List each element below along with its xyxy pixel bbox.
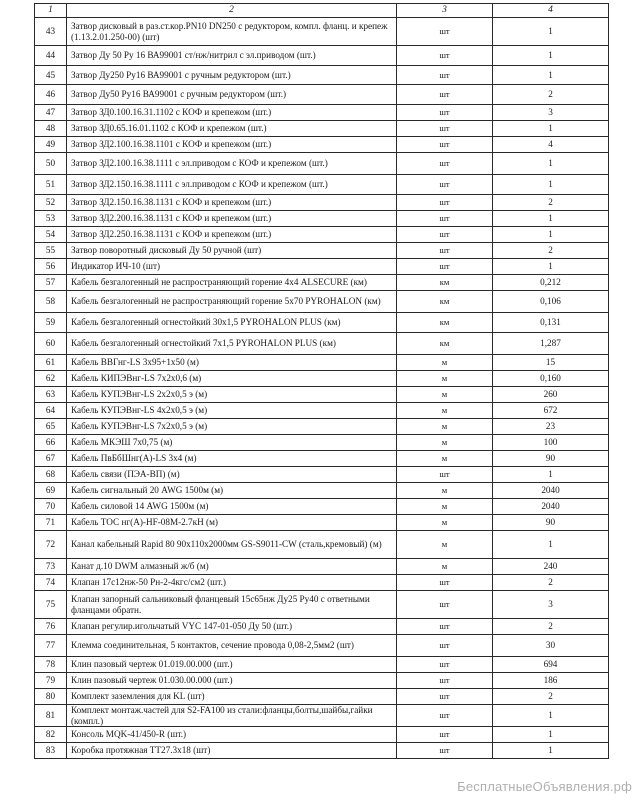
- table-row: [35, 355, 609, 371]
- quantity-cell: 0,131: [493, 313, 609, 333]
- item-name: Кабель ВВГнг-LS 3х95+1х50 (м): [67, 355, 397, 371]
- row-number: 62: [35, 371, 67, 387]
- table-row: [35, 227, 609, 243]
- item-name: Кабель МКЭШ 7х0,75 (м): [67, 435, 397, 451]
- unit-cell: м: [397, 387, 493, 403]
- quantity-cell: 1,287: [493, 333, 609, 355]
- unit-cell: м: [397, 451, 493, 467]
- item-name: Затвор ЗД2.100.16.38.1101 с КОФ и крепежом (шт.): [67, 137, 397, 153]
- table-row: [35, 153, 609, 175]
- row-number: 46: [35, 85, 67, 105]
- unit-cell: шт: [397, 211, 493, 227]
- row-number: 53: [35, 211, 67, 227]
- unit-cell: шт: [397, 467, 493, 483]
- row-number: 47: [35, 105, 67, 121]
- quantity-cell: 694: [493, 657, 609, 673]
- quantity-cell: 1: [493, 121, 609, 137]
- item-name: Затвор ЗД2.150.16.38.1111 с эл.приводом с КОФ и крепежом (шт.): [67, 175, 397, 195]
- row-number: 60: [35, 333, 67, 355]
- row-number: 52: [35, 195, 67, 211]
- unit-cell: шт: [397, 619, 493, 635]
- table-row: [35, 243, 609, 259]
- item-name: Клапан 17с12нж-50 Рн-2-4кгс/см2 (шт.): [67, 575, 397, 591]
- table-row: [35, 635, 609, 657]
- item-name: Затвор ЗД2.200.16.38.1131 с КОФ и крепежом (шт.): [67, 211, 397, 227]
- unit-cell: м: [397, 419, 493, 435]
- item-name: Кабель КУПЭВнг-LS 7х2х0,5 э (м): [67, 419, 397, 435]
- unit-cell: м: [397, 403, 493, 419]
- unit-cell: м: [397, 371, 493, 387]
- quantity-cell: 100: [493, 435, 609, 451]
- row-number: 50: [35, 153, 67, 175]
- row-number: 77: [35, 635, 67, 657]
- table-row: [35, 689, 609, 705]
- row-number: 74: [35, 575, 67, 591]
- row-number: 63: [35, 387, 67, 403]
- table-row: [35, 387, 609, 403]
- item-name: Кабель связи (ПЭА-ВП) (м): [67, 467, 397, 483]
- item-name: Клин пазовый чертеж 01.030.00.000 (шт.): [67, 673, 397, 689]
- row-number: 71: [35, 515, 67, 531]
- unit-cell: м: [397, 435, 493, 451]
- unit-cell: м: [397, 531, 493, 559]
- table-row: [35, 451, 609, 467]
- unit-cell: км: [397, 333, 493, 355]
- header-row: [35, 4, 609, 18]
- table-row: [35, 657, 609, 673]
- item-name: Кабель ТОС нг(А)-HF-08М-2.7кН (м): [67, 515, 397, 531]
- unit-cell: шт: [397, 46, 493, 66]
- quantity-cell: 3: [493, 591, 609, 619]
- row-number: 58: [35, 291, 67, 313]
- table-row: [35, 313, 609, 333]
- item-name: Кабель КУПЭВнг-LS 2х2х0,5 э (м): [67, 387, 397, 403]
- row-number: 64: [35, 403, 67, 419]
- quantity-cell: 4: [493, 137, 609, 153]
- table-row: [35, 333, 609, 355]
- row-number: 65: [35, 419, 67, 435]
- table-row: [35, 403, 609, 419]
- quantity-cell: 90: [493, 515, 609, 531]
- unit-cell: шт: [397, 153, 493, 175]
- table-row: [35, 705, 609, 727]
- row-number: 73: [35, 559, 67, 575]
- unit-cell: шт: [397, 18, 493, 46]
- item-name: Затвор Ду50 Ру16 ВА99001 с ручным редуктором (шт.): [67, 85, 397, 105]
- quantity-cell: 1: [493, 531, 609, 559]
- quantity-cell: 2: [493, 575, 609, 591]
- table-row: [35, 85, 609, 105]
- table-row: [35, 195, 609, 211]
- table-row: [35, 46, 609, 66]
- item-name: Затвор ЗД2.250.16.38.1131 с КОФ и крепежом (шт.): [67, 227, 397, 243]
- quantity-cell: 0,106: [493, 291, 609, 313]
- header-col-1: 1: [35, 4, 67, 18]
- row-number: 56: [35, 259, 67, 275]
- item-name: Затвор поворотный дисковый Ду 50 ручной (шт): [67, 243, 397, 259]
- table-row: [35, 275, 609, 291]
- unit-cell: км: [397, 275, 493, 291]
- quantity-cell: 1: [493, 153, 609, 175]
- row-number: 76: [35, 619, 67, 635]
- unit-cell: м: [397, 355, 493, 371]
- unit-cell: шт: [397, 657, 493, 673]
- item-name: Кабель силовой 14 AWG 1500м (м): [67, 499, 397, 515]
- quantity-cell: 0,212: [493, 275, 609, 291]
- row-number: 75: [35, 591, 67, 619]
- quantity-cell: 1: [493, 259, 609, 275]
- row-number: 54: [35, 227, 67, 243]
- unit-cell: шт: [397, 243, 493, 259]
- item-name: Клемма соединительная, 5 контактов, сечение провода 0,08-2,5мм2 (шт): [67, 635, 397, 657]
- table-row: [35, 419, 609, 435]
- row-number: 68: [35, 467, 67, 483]
- quantity-cell: 23: [493, 419, 609, 435]
- quantity-cell: 672: [493, 403, 609, 419]
- header-col-4: 4: [493, 4, 609, 18]
- row-number: 79: [35, 673, 67, 689]
- item-name: Кабель ПвБбШнг(А)-LS 3х4 (м): [67, 451, 397, 467]
- table-row: [35, 137, 609, 153]
- item-name: Кабель безгалогенный не распространяющий горение 5х70 PYROHALON (км): [67, 291, 397, 313]
- table-row: [35, 259, 609, 275]
- table-row: [35, 531, 609, 559]
- unit-cell: шт: [397, 66, 493, 85]
- row-number: 69: [35, 483, 67, 499]
- unit-cell: шт: [397, 575, 493, 591]
- row-number: 83: [35, 743, 67, 759]
- item-name: Кабель КИПЭВнг-LS 7х2х0,6 (м): [67, 371, 397, 387]
- item-name: Кабель безгалогенный огнестойкий 30х1,5 PYROHALON PLUS (км): [67, 313, 397, 333]
- unit-cell: шт: [397, 689, 493, 705]
- quantity-cell: 2: [493, 243, 609, 259]
- quantity-cell: 1: [493, 18, 609, 46]
- unit-cell: шт: [397, 227, 493, 243]
- quantity-cell: 1: [493, 705, 609, 727]
- unit-cell: шт: [397, 175, 493, 195]
- item-name: Индикатор ИЧ-10 (шт): [67, 259, 397, 275]
- item-name: Кабель безгалогенный не распространяющий горение 4х4 ALSECURE (км): [67, 275, 397, 291]
- table-row: [35, 291, 609, 313]
- item-name: Клин пазовый чертеж 01.019.00.000 (шт.): [67, 657, 397, 673]
- table-row: [35, 18, 609, 46]
- row-number: 44: [35, 46, 67, 66]
- table-row: [35, 483, 609, 499]
- item-name: Затвор ЗД2.150.16.38.1131 с КОФ и крепежом (шт.): [67, 195, 397, 211]
- unit-cell: шт: [397, 635, 493, 657]
- row-number: 81: [35, 705, 67, 727]
- quantity-cell: 1: [493, 175, 609, 195]
- item-name: Затвор ЗД0.65.16.01.1102 с КОФ и крепежом (шт.): [67, 121, 397, 137]
- item-name: Кабель сигнальный 20 AWG 1500м (м): [67, 483, 397, 499]
- header-col-2: 2: [67, 4, 397, 18]
- quantity-cell: 2040: [493, 483, 609, 499]
- table-row: [35, 105, 609, 121]
- unit-cell: м: [397, 559, 493, 575]
- row-number: 67: [35, 451, 67, 467]
- row-number: 70: [35, 499, 67, 515]
- specification-table: [34, 3, 609, 759]
- table-body: [35, 4, 609, 759]
- unit-cell: шт: [397, 259, 493, 275]
- table-row: [35, 575, 609, 591]
- unit-cell: м: [397, 515, 493, 531]
- table-row: [35, 515, 609, 531]
- quantity-cell: 3: [493, 105, 609, 121]
- table-row: [35, 66, 609, 85]
- row-number: 48: [35, 121, 67, 137]
- table-row: [35, 559, 609, 575]
- row-number: 57: [35, 275, 67, 291]
- quantity-cell: 2: [493, 195, 609, 211]
- header-col-3: 3: [397, 4, 493, 18]
- unit-cell: шт: [397, 705, 493, 727]
- row-number: 59: [35, 313, 67, 333]
- item-name: Канал кабельный Rapid 80 90х110х2000мм GS-S9011-CW (сталь,кремовый) (м): [67, 531, 397, 559]
- unit-cell: км: [397, 291, 493, 313]
- table-row: [35, 591, 609, 619]
- quantity-cell: 0,160: [493, 371, 609, 387]
- quantity-cell: 90: [493, 451, 609, 467]
- unit-cell: шт: [397, 591, 493, 619]
- table-row: [35, 467, 609, 483]
- table-row: [35, 673, 609, 689]
- table-row: [35, 619, 609, 635]
- item-name: Клапан запорный сальниковый фланцевый 15с65нж Ду25 Ру40 с ответными фланцами обратн.: [67, 591, 397, 619]
- unit-cell: шт: [397, 673, 493, 689]
- quantity-cell: 1: [493, 467, 609, 483]
- table-row: [35, 121, 609, 137]
- row-number: 45: [35, 66, 67, 85]
- unit-cell: шт: [397, 105, 493, 121]
- quantity-cell: 2040: [493, 499, 609, 515]
- quantity-cell: 2: [493, 619, 609, 635]
- unit-cell: шт: [397, 727, 493, 743]
- row-number: 43: [35, 18, 67, 46]
- item-name: Кабель безгалогенный огнестойкий 7х1,5 PYROHALON PLUS (км): [67, 333, 397, 355]
- row-number: 49: [35, 137, 67, 153]
- quantity-cell: 1: [493, 66, 609, 85]
- table-row: [35, 175, 609, 195]
- quantity-cell: 240: [493, 559, 609, 575]
- unit-cell: шт: [397, 743, 493, 759]
- row-number: 51: [35, 175, 67, 195]
- unit-cell: шт: [397, 137, 493, 153]
- unit-cell: шт: [397, 121, 493, 137]
- row-number: 82: [35, 727, 67, 743]
- row-number: 61: [35, 355, 67, 371]
- quantity-cell: 15: [493, 355, 609, 371]
- quantity-cell: 260: [493, 387, 609, 403]
- item-name: Затвор Ду250 Ру16 ВА99001 с ручным редуктором (шт.): [67, 66, 397, 85]
- item-name: Затвор Ду 50 Ру 16 ВА99001 ст/нж/нитрил с эл.приводом (шт.): [67, 46, 397, 66]
- quantity-cell: 1: [493, 46, 609, 66]
- item-name: Затвор ЗД2.100.16.38.1111 с эл.приводом с КОФ и крепежом (шт.): [67, 153, 397, 175]
- table-row: [35, 743, 609, 759]
- item-name: Комплект монтаж.частей для S2-FA100 из стали:фланцы,болты,шайбы,гайки (компл.): [67, 705, 397, 727]
- item-name: Комплект заземления для KL (шт): [67, 689, 397, 705]
- quantity-cell: 2: [493, 85, 609, 105]
- unit-cell: шт: [397, 85, 493, 105]
- table-row: [35, 499, 609, 515]
- item-name: Затвор дисковый в раз.ст.кор.PN10 DN250 с редуктором, компл. фланц. и крепеж (1.13.2.01.250-00) (шт): [67, 18, 397, 46]
- row-number: 78: [35, 657, 67, 673]
- unit-cell: м: [397, 483, 493, 499]
- table-row: [35, 435, 609, 451]
- watermark: БесплатныеОбъявления.рф: [457, 779, 632, 794]
- item-name: Затвор ЗД0.100.16.31.1102 с КОФ и крепежом (шт.): [67, 105, 397, 121]
- quantity-cell: 1: [493, 727, 609, 743]
- row-number: 72: [35, 531, 67, 559]
- quantity-cell: 2: [493, 689, 609, 705]
- quantity-cell: 30: [493, 635, 609, 657]
- item-name: Клапан регулир.игольчатый VYC 147-01-050 Ду 50 (шт.): [67, 619, 397, 635]
- item-name: Консоль MQK-41/450-R (шт.): [67, 727, 397, 743]
- quantity-cell: 1: [493, 227, 609, 243]
- quantity-cell: 1: [493, 211, 609, 227]
- row-number: 80: [35, 689, 67, 705]
- row-number: 66: [35, 435, 67, 451]
- item-name: Кабель КУПЭВнг-LS 4х2х0,5 э (м): [67, 403, 397, 419]
- row-number: 55: [35, 243, 67, 259]
- table-row: [35, 371, 609, 387]
- quantity-cell: 186: [493, 673, 609, 689]
- unit-cell: м: [397, 499, 493, 515]
- item-name: Канат д.10 DWM алмазный ж/б (м): [67, 559, 397, 575]
- unit-cell: км: [397, 313, 493, 333]
- table-row: [35, 211, 609, 227]
- item-name: Коробка протяжная ТТ27.3х18 (шт): [67, 743, 397, 759]
- quantity-cell: 1: [493, 743, 609, 759]
- unit-cell: шт: [397, 195, 493, 211]
- table-row: [35, 727, 609, 743]
